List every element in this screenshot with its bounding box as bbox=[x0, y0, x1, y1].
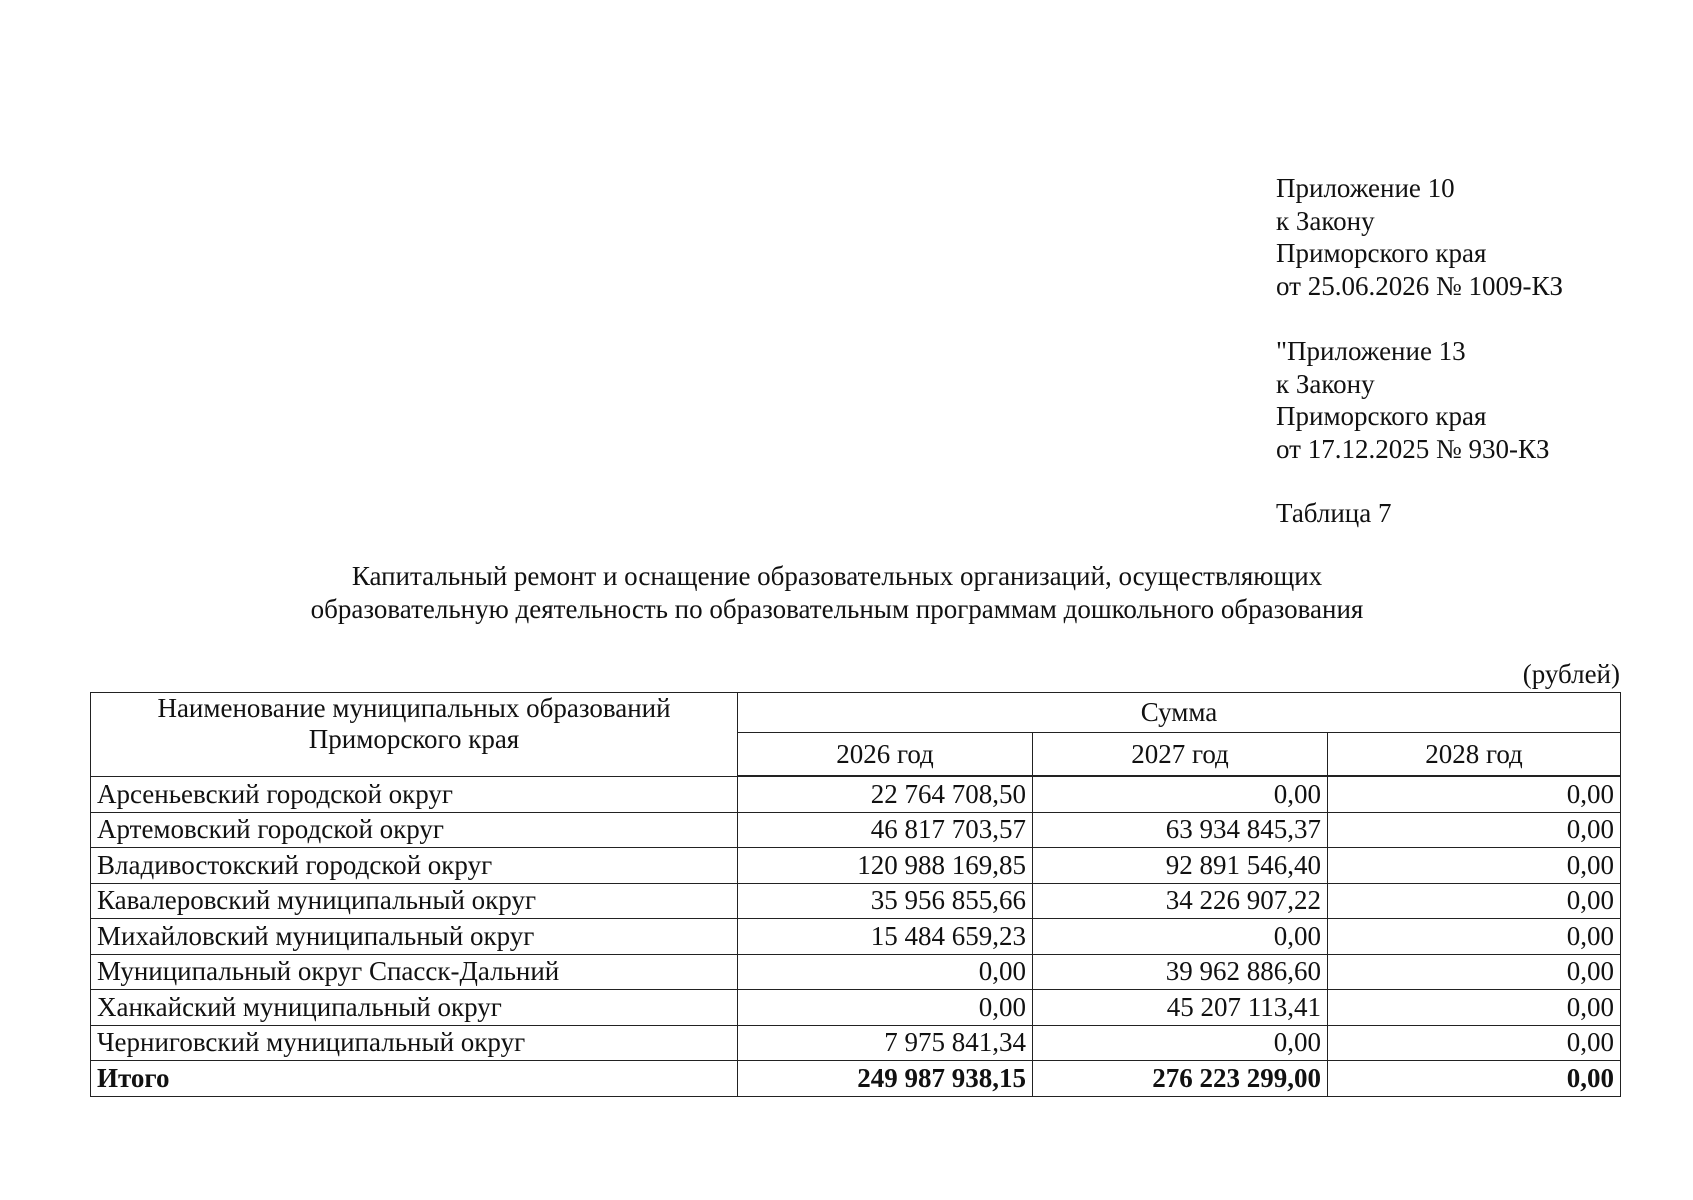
table-row bbox=[91, 1025, 1621, 1061]
amount-2028: 0,00 bbox=[1328, 776, 1621, 812]
amount-2028: 0,00 bbox=[1328, 954, 1621, 990]
total-2026: 249 987 938,15 bbox=[738, 1061, 1033, 1097]
appendix-10-line: Приложение 10 bbox=[1276, 173, 1455, 203]
amount-2026: 46 817 703,57 bbox=[738, 812, 1033, 848]
table-row bbox=[91, 954, 1621, 990]
appendix-13-line: к Закону bbox=[1276, 368, 1375, 399]
units-label: (рублей) bbox=[1522, 659, 1620, 689]
table-title-line: образовательную деятельность по образовательным программам дошкольного образования bbox=[310, 594, 1364, 624]
table-row bbox=[91, 812, 1621, 848]
table-row bbox=[91, 848, 1621, 884]
amount-2027: 0,00 bbox=[1033, 776, 1328, 812]
table-title bbox=[90, 560, 1584, 626]
municipality-name: Артемовский городской округ bbox=[91, 812, 738, 848]
appendix-13-line: "Приложение 13 bbox=[1276, 336, 1466, 366]
table-title-line: Капитальный ремонт и оснащение образовательных организаций, осуществляющих bbox=[351, 561, 1323, 591]
table-number: Таблица 7 bbox=[1276, 498, 1392, 528]
table-row bbox=[91, 990, 1621, 1026]
amount-2026: 120 988 169,85 bbox=[738, 848, 1033, 884]
municipality-name: Черниговский муниципальный округ bbox=[91, 1025, 738, 1061]
amount-2028: 0,00 bbox=[1328, 848, 1621, 884]
amount-2027: 45 207 113,41 bbox=[1033, 990, 1328, 1026]
total-label: Итого bbox=[91, 1061, 738, 1097]
appendix-10-line: Приморского края bbox=[1276, 238, 1487, 268]
municipality-name: Владивостокский городской округ bbox=[91, 848, 738, 884]
total-2027: 276 223 299,00 bbox=[1033, 1061, 1328, 1097]
amount-2027: 0,00 bbox=[1033, 1025, 1328, 1061]
amount-2028: 0,00 bbox=[1328, 812, 1621, 848]
appendix-13-line: от 17.12.2025 № 930-КЗ bbox=[1276, 433, 1550, 464]
header-year-2027: 2027 год bbox=[1033, 733, 1328, 777]
header-sum: Сумма bbox=[738, 693, 1621, 733]
table-row bbox=[91, 883, 1621, 919]
total-2028: 0,00 bbox=[1328, 1061, 1621, 1097]
amount-2026: 15 484 659,23 bbox=[738, 919, 1033, 955]
amount-2027: 92 891 546,40 bbox=[1033, 848, 1328, 884]
amount-2026: 7 975 841,34 bbox=[738, 1025, 1033, 1061]
total-row bbox=[91, 1061, 1621, 1097]
amount-2028: 0,00 bbox=[1328, 1025, 1621, 1061]
table-header-row bbox=[91, 693, 1621, 733]
header-name-line: Приморского края bbox=[308, 724, 520, 754]
amount-2028: 0,00 bbox=[1328, 990, 1621, 1026]
header-year-2026: 2026 год bbox=[738, 733, 1033, 777]
amount-2027: 0,00 bbox=[1033, 919, 1328, 955]
appendix-13-block bbox=[1276, 335, 1549, 465]
header-year-2028: 2028 год bbox=[1328, 733, 1621, 777]
appendix-10-line: к Закону bbox=[1276, 205, 1375, 236]
amount-2026: 0,00 bbox=[738, 954, 1033, 990]
appendix-13-line: Приморского края bbox=[1276, 401, 1487, 431]
municipality-name: Михайловский муниципальный округ bbox=[91, 919, 738, 955]
municipality-name: Арсеньевский городской округ bbox=[91, 776, 738, 812]
amount-2026: 22 764 708,50 bbox=[738, 776, 1033, 812]
amount-2028: 0,00 bbox=[1328, 883, 1621, 919]
table-row bbox=[91, 776, 1621, 812]
header-municipality-name bbox=[91, 693, 738, 777]
appendix-10-block bbox=[1276, 172, 1563, 302]
table-row bbox=[91, 919, 1621, 955]
appendix-10-line: от 25.06.2026 № 1009-КЗ bbox=[1276, 270, 1563, 301]
amount-2027: 34 226 907,22 bbox=[1033, 883, 1328, 919]
municipality-name: Муниципальный округ Спасск-Дальний bbox=[91, 954, 738, 990]
amount-2026: 0,00 bbox=[738, 990, 1033, 1026]
amount-2026: 35 956 855,66 bbox=[738, 883, 1033, 919]
amount-2028: 0,00 bbox=[1328, 919, 1621, 955]
header-name-line: Наименование муниципальных образований bbox=[157, 693, 671, 723]
amount-2027: 39 962 886,60 bbox=[1033, 954, 1328, 990]
amount-2027: 63 934 845,37 bbox=[1033, 812, 1328, 848]
municipality-name: Кавалеровский муниципальный округ bbox=[91, 883, 738, 919]
municipality-name: Ханкайский муниципальный округ bbox=[91, 990, 738, 1026]
budget-table bbox=[90, 692, 1621, 1097]
